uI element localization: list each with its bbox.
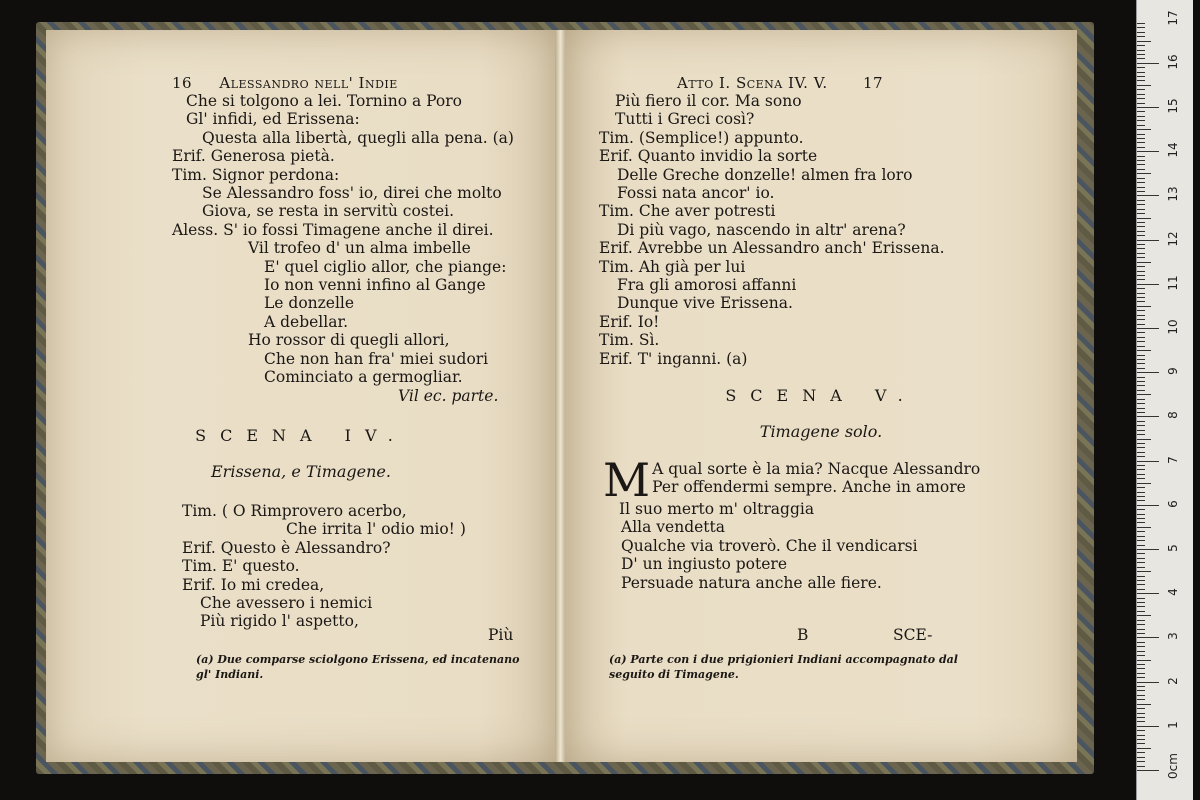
ruler-tick — [1137, 611, 1145, 612]
text-line: Aless. S' io fossi Timagene anche il direi. — [172, 220, 494, 239]
ruler-tick — [1137, 695, 1145, 696]
ruler-tick — [1137, 500, 1145, 501]
ruler-tick — [1137, 244, 1145, 245]
ruler-label: 7 — [1166, 455, 1180, 464]
left-running-head: Alessandro nell' Indie — [219, 74, 398, 92]
ruler-tick — [1137, 682, 1159, 683]
ruler-tick — [1137, 363, 1145, 364]
ruler-tick — [1137, 624, 1145, 625]
ruler-tick — [1137, 593, 1159, 594]
ruler-tick — [1137, 310, 1145, 311]
dialogue-line: Tim. ( O Rimprovero acerbo, — [182, 502, 407, 520]
ruler-label: 5 — [1166, 544, 1180, 552]
ruler-tick — [1137, 147, 1145, 148]
left-page-number: 16 — [172, 74, 193, 92]
left-top-text — [172, 92, 514, 387]
text-line: Tim. Ah già per lui — [599, 257, 746, 276]
ruler-tick — [1137, 713, 1145, 714]
ruler-label: 13 — [1166, 186, 1180, 203]
ruler-tick — [1137, 337, 1145, 338]
ruler-tick — [1137, 36, 1145, 37]
verse-line: A debellar. — [264, 312, 349, 331]
ruler-tick — [1137, 381, 1145, 382]
right-running-head: Atto I. Scena IV. V. — [677, 74, 828, 92]
ruler-tick — [1137, 677, 1145, 678]
right-header — [677, 74, 883, 92]
ruler-tick — [1137, 651, 1145, 652]
ruler-tick — [1137, 67, 1145, 68]
ruler-tick — [1137, 633, 1145, 634]
ruler-tick — [1137, 372, 1159, 373]
text-line: Gl' infidi, ed Erissena: — [186, 110, 360, 129]
ruler-tick — [1137, 518, 1145, 519]
ruler-tick — [1137, 447, 1145, 448]
monologue-line: Il suo merto m' oltraggia — [619, 500, 815, 518]
text-line: Questa alla libertà, quegli alla pena. (a) — [202, 128, 514, 147]
ruler-tick — [1137, 606, 1145, 607]
text-line: Erif. Avrebbe un Alessandro anch' Erissena. — [599, 239, 945, 258]
ruler-tick — [1137, 655, 1145, 656]
monologue-line: Alla vendetta — [621, 518, 725, 537]
ruler-label: 0cm — [1166, 753, 1180, 779]
ruler-tick — [1137, 209, 1145, 210]
ruler-tick — [1137, 412, 1145, 413]
ruler-tick — [1137, 708, 1145, 709]
ruler-tick — [1137, 571, 1151, 572]
ruler-tick — [1137, 522, 1145, 523]
ruler-tick — [1137, 284, 1159, 285]
scene-title: SCENA IV. — [195, 426, 407, 445]
ruler-tick — [1137, 752, 1145, 753]
ruler-tick — [1137, 173, 1151, 174]
ruler-tick — [1137, 739, 1145, 740]
verse-line: Cominciato a germogliar. — [264, 368, 463, 387]
ruler-tick — [1137, 182, 1145, 183]
ruler-tick — [1137, 218, 1151, 219]
ruler-tick — [1137, 346, 1145, 347]
footnote: (a) Due comparse sciolgono Erissena, ed incatenano gl' Indiani. — [196, 653, 520, 681]
ruler-tick — [1137, 717, 1145, 718]
ruler-tick — [1137, 169, 1145, 170]
drop-cap: M — [603, 453, 651, 507]
ruler-tick — [1137, 620, 1145, 621]
ruler-tick — [1137, 642, 1145, 643]
ruler-tick — [1137, 748, 1151, 749]
ruler-tick — [1137, 735, 1145, 736]
ruler-tick — [1137, 589, 1145, 590]
ruler-tick — [1137, 80, 1145, 81]
text-line: Tim. Signor perdona: — [172, 165, 340, 184]
ruler-tick — [1137, 743, 1145, 744]
verse-line: Vil trofeo d' un alma imbelle — [248, 239, 471, 258]
text-line: Erif. Generosa pietà. — [172, 147, 335, 166]
ruler-tick — [1137, 350, 1151, 351]
ruler-tick — [1137, 690, 1145, 691]
ruler-label: 10 — [1166, 319, 1180, 335]
ruler-tick — [1137, 116, 1145, 117]
ruler-tick — [1137, 85, 1151, 86]
ruler-tick — [1137, 598, 1145, 599]
ruler-tick — [1137, 142, 1145, 143]
ruler-tick — [1137, 111, 1145, 112]
ruler-tick — [1137, 76, 1145, 77]
text-line: Erif. Quanto invidio la sorte — [599, 147, 818, 166]
ruler-tick — [1137, 408, 1145, 409]
monologue-line: D' un ingiusto potere — [621, 555, 787, 574]
ruler-tick — [1137, 32, 1145, 33]
right-page — [565, 30, 1077, 762]
ruler-tick — [1137, 191, 1145, 192]
ruler-tick — [1137, 668, 1145, 669]
ruler-tick — [1137, 425, 1145, 426]
left-page — [46, 30, 556, 762]
ruler-tick — [1137, 545, 1145, 546]
ruler-tick — [1137, 120, 1145, 121]
ruler-tick — [1137, 275, 1145, 276]
ruler-tick — [1137, 505, 1159, 506]
text-line: Giova, se resta in servitù costei. — [202, 202, 455, 221]
monologue-line: Qualche via troverò. Che il vendicarsi — [621, 536, 918, 555]
text-line: Tim. (Semplice!) appunto. — [599, 128, 804, 147]
ruler-tick — [1137, 576, 1145, 577]
ruler-tick — [1137, 487, 1145, 488]
ruler-tick — [1137, 469, 1145, 470]
verse-line: E' quel ciglio allor, che piange: — [264, 257, 507, 276]
ruler-tick — [1137, 770, 1159, 771]
text-line: Che si tolgono a lei. Tornino a Poro — [186, 92, 463, 110]
ruler-tick — [1137, 23, 1145, 24]
ruler-tick — [1137, 293, 1145, 294]
dialogue-line: Più rigido l' aspetto, — [200, 612, 359, 631]
ruler-tick — [1137, 279, 1145, 280]
ruler-label: 14 — [1166, 142, 1180, 158]
ruler-tick — [1137, 262, 1151, 263]
ruler-tick — [1137, 94, 1145, 95]
ruler-tick — [1137, 125, 1145, 126]
ruler-tick — [1137, 686, 1145, 687]
monologue-line: Persuade natura anche alle fiere. — [621, 573, 882, 592]
ruler-tick — [1137, 726, 1159, 727]
ruler-tick — [1137, 107, 1159, 108]
ruler-tick — [1137, 439, 1151, 440]
ruler-tick — [1137, 660, 1151, 661]
ruler-tick — [1137, 757, 1145, 758]
ruler-tick — [1137, 465, 1145, 466]
text-line: Fra gli amorosi affanni — [617, 276, 797, 295]
ruler-tick — [1137, 297, 1145, 298]
ruler-tick — [1137, 50, 1145, 51]
ruler-tick — [1137, 200, 1145, 201]
ruler-tick — [1137, 151, 1159, 152]
text-line: Erif. T' inganni. (a) — [599, 349, 748, 368]
ruler-tick — [1137, 103, 1145, 104]
ruler-tick — [1137, 646, 1145, 647]
ruler-tick — [1137, 699, 1145, 700]
ruler-tick — [1137, 332, 1145, 333]
ruler-tick — [1137, 456, 1145, 457]
measuring-ruler — [1136, 0, 1193, 800]
ruler-tick — [1137, 160, 1145, 161]
text-line: Tim. Che aver potresti — [599, 202, 776, 221]
text-line: Tutti i Greci così? — [615, 110, 755, 129]
ruler-tick — [1137, 187, 1145, 188]
ruler-tick — [1137, 240, 1159, 241]
ruler-tick — [1137, 72, 1145, 73]
ruler-tick — [1137, 394, 1151, 395]
ruler-tick — [1137, 355, 1145, 356]
ruler-tick — [1137, 248, 1145, 249]
ruler-label: 11 — [1166, 275, 1180, 291]
ruler-tick — [1137, 496, 1145, 497]
ruler-label: 9 — [1166, 367, 1180, 376]
ruler-tick — [1137, 288, 1145, 289]
ruler-tick — [1137, 222, 1145, 223]
ruler-label: 16 — [1166, 54, 1180, 70]
text-line: Se Alessandro foss' io, direi che molto — [202, 184, 502, 203]
ruler-tick — [1137, 399, 1145, 400]
ruler-label: 12 — [1166, 230, 1180, 247]
scene-title: SCENA V. — [725, 386, 917, 405]
ruler-tick — [1137, 324, 1145, 325]
signature-mark: B — [797, 626, 809, 644]
ruler-tick — [1137, 315, 1145, 316]
text-line: Di più vago, nascendo in altr' arena? — [617, 220, 906, 239]
ruler-tick — [1137, 478, 1145, 479]
ruler-tick — [1137, 430, 1145, 431]
catchword: SCE- — [893, 626, 933, 644]
ruler-label: 8 — [1166, 411, 1180, 420]
footnote: (a) Parte con i due prigionieri Indiani accompagnato dal seguito di Timagene. — [609, 653, 958, 681]
ruler-tick — [1137, 41, 1151, 42]
ruler-tick — [1137, 390, 1145, 391]
ruler-tick — [1137, 328, 1159, 329]
ruler-tick — [1137, 58, 1145, 59]
text-line: Più fiero il cor. Ma sono — [615, 92, 802, 110]
ruler-tick — [1137, 766, 1145, 767]
ruler-tick — [1137, 341, 1145, 342]
ruler-tick — [1137, 138, 1145, 139]
ruler-tick — [1137, 421, 1145, 422]
ruler-tick — [1137, 385, 1145, 386]
dialogue-line: Erif. Questo è Alessandro? — [182, 538, 391, 557]
ruler-tick — [1137, 27, 1145, 28]
ruler-tick — [1137, 584, 1145, 585]
ruler-tick — [1137, 319, 1145, 320]
ruler-tick — [1137, 178, 1145, 179]
dialogue-line: Tim. E' questo. — [182, 557, 300, 576]
ruler-tick — [1137, 461, 1159, 462]
ruler-tick — [1137, 253, 1145, 254]
ruler-tick — [1137, 204, 1145, 205]
ruler-tick — [1137, 306, 1151, 307]
ruler-tick — [1137, 368, 1145, 369]
ruler-tick — [1137, 271, 1145, 272]
ruler-tick — [1137, 98, 1145, 99]
ruler-tick — [1137, 129, 1151, 130]
ruler-tick — [1137, 434, 1145, 435]
ruler-tick — [1137, 492, 1145, 493]
ruler-label: 1 — [1166, 720, 1180, 729]
ruler-tick — [1137, 54, 1145, 55]
ruler-tick — [1137, 195, 1159, 196]
ruler-tick — [1137, 615, 1151, 616]
verse-line: Le donzelle — [264, 294, 355, 313]
ruler-tick — [1137, 89, 1145, 90]
ruler-tick — [1137, 536, 1145, 537]
ruler-tick — [1137, 580, 1145, 581]
ruler-tick — [1137, 45, 1145, 46]
ruler-label: 2 — [1166, 676, 1180, 685]
ruler-tick — [1137, 134, 1145, 135]
ruler-tick — [1137, 562, 1145, 563]
ruler-tick — [1137, 531, 1145, 532]
ruler-tick — [1137, 629, 1145, 630]
dialogue-line: Erif. Io mi credea, — [182, 575, 325, 594]
left-header — [172, 74, 398, 92]
ruler-label: 3 — [1166, 632, 1180, 641]
ruler-tick — [1137, 704, 1151, 705]
ruler-label: 6 — [1166, 499, 1180, 508]
ruler-tick — [1137, 602, 1145, 603]
ruler-tick — [1137, 664, 1145, 665]
scene-characters: Erissena, e Timagene. — [211, 462, 391, 481]
right-top-text — [599, 92, 945, 368]
verse-line: Che non han fra' miei sudori — [264, 349, 489, 368]
ruler-tick — [1137, 567, 1145, 568]
ruler-tick — [1137, 231, 1145, 232]
catchword: Più — [488, 626, 514, 644]
ruler-tick — [1137, 443, 1145, 444]
ruler-tick — [1137, 549, 1159, 550]
verse-line: Io non venni infino al Gange — [264, 276, 486, 295]
ruler-tick — [1137, 514, 1145, 515]
ruler-tick — [1137, 257, 1145, 258]
ruler-tick — [1137, 377, 1145, 378]
ruler-tick — [1137, 164, 1145, 165]
monologue — [603, 453, 981, 592]
text-line: Fossi nata ancor' io. — [617, 184, 775, 203]
verse-line: Ho rossor di quegli allori, — [248, 331, 450, 350]
left-dialogue — [182, 502, 466, 631]
ruler-tick — [1137, 452, 1145, 453]
exit-line: Vil ec. parte. — [398, 387, 499, 405]
monologue-line: Per offendermi sempre. Anche in amore — [652, 478, 966, 497]
ruler-tick — [1137, 730, 1145, 731]
scene-characters: Timagene solo. — [759, 422, 883, 441]
ruler-label: 4 — [1166, 588, 1180, 597]
ruler-label: 17 — [1166, 9, 1180, 26]
dialogue-line: Che avessero i nemici — [200, 594, 373, 613]
text-line: Delle Greche donzelle! almen fra loro — [617, 165, 913, 184]
ruler-tick — [1137, 474, 1145, 475]
ruler-tick — [1137, 483, 1151, 484]
text-line: Dunque vive Erissena. — [617, 294, 793, 313]
ruler-tick — [1137, 359, 1145, 360]
ruler-tick — [1137, 509, 1145, 510]
ruler-tick — [1137, 235, 1145, 236]
ruler-tick — [1137, 416, 1159, 417]
monologue-line: A qual sorte è la mia? Nacque Alessandro — [652, 460, 981, 478]
dialogue-line: Che irrita l' odio mio! ) — [286, 520, 466, 539]
ruler-tick — [1137, 226, 1145, 227]
ruler-tick — [1137, 540, 1145, 541]
ruler-label: 15 — [1166, 98, 1180, 114]
ruler-tick — [1137, 761, 1145, 762]
ruler-tick — [1137, 558, 1145, 559]
ruler-tick — [1137, 213, 1145, 214]
ruler-tick — [1137, 63, 1159, 64]
text-line: Erif. Io! — [599, 312, 660, 331]
ruler-tick — [1137, 721, 1145, 722]
right-page-number: 17 — [862, 74, 884, 92]
ruler-tick — [1137, 673, 1145, 674]
ruler-tick — [1137, 553, 1145, 554]
ruler-tick — [1137, 403, 1145, 404]
ruler-tick — [1137, 156, 1145, 157]
ruler-tick — [1137, 266, 1145, 267]
ruler-tick — [1137, 301, 1145, 302]
ruler-tick — [1137, 527, 1151, 528]
ruler-tick — [1137, 637, 1159, 638]
text-line: Tim. Sì. — [599, 331, 660, 350]
